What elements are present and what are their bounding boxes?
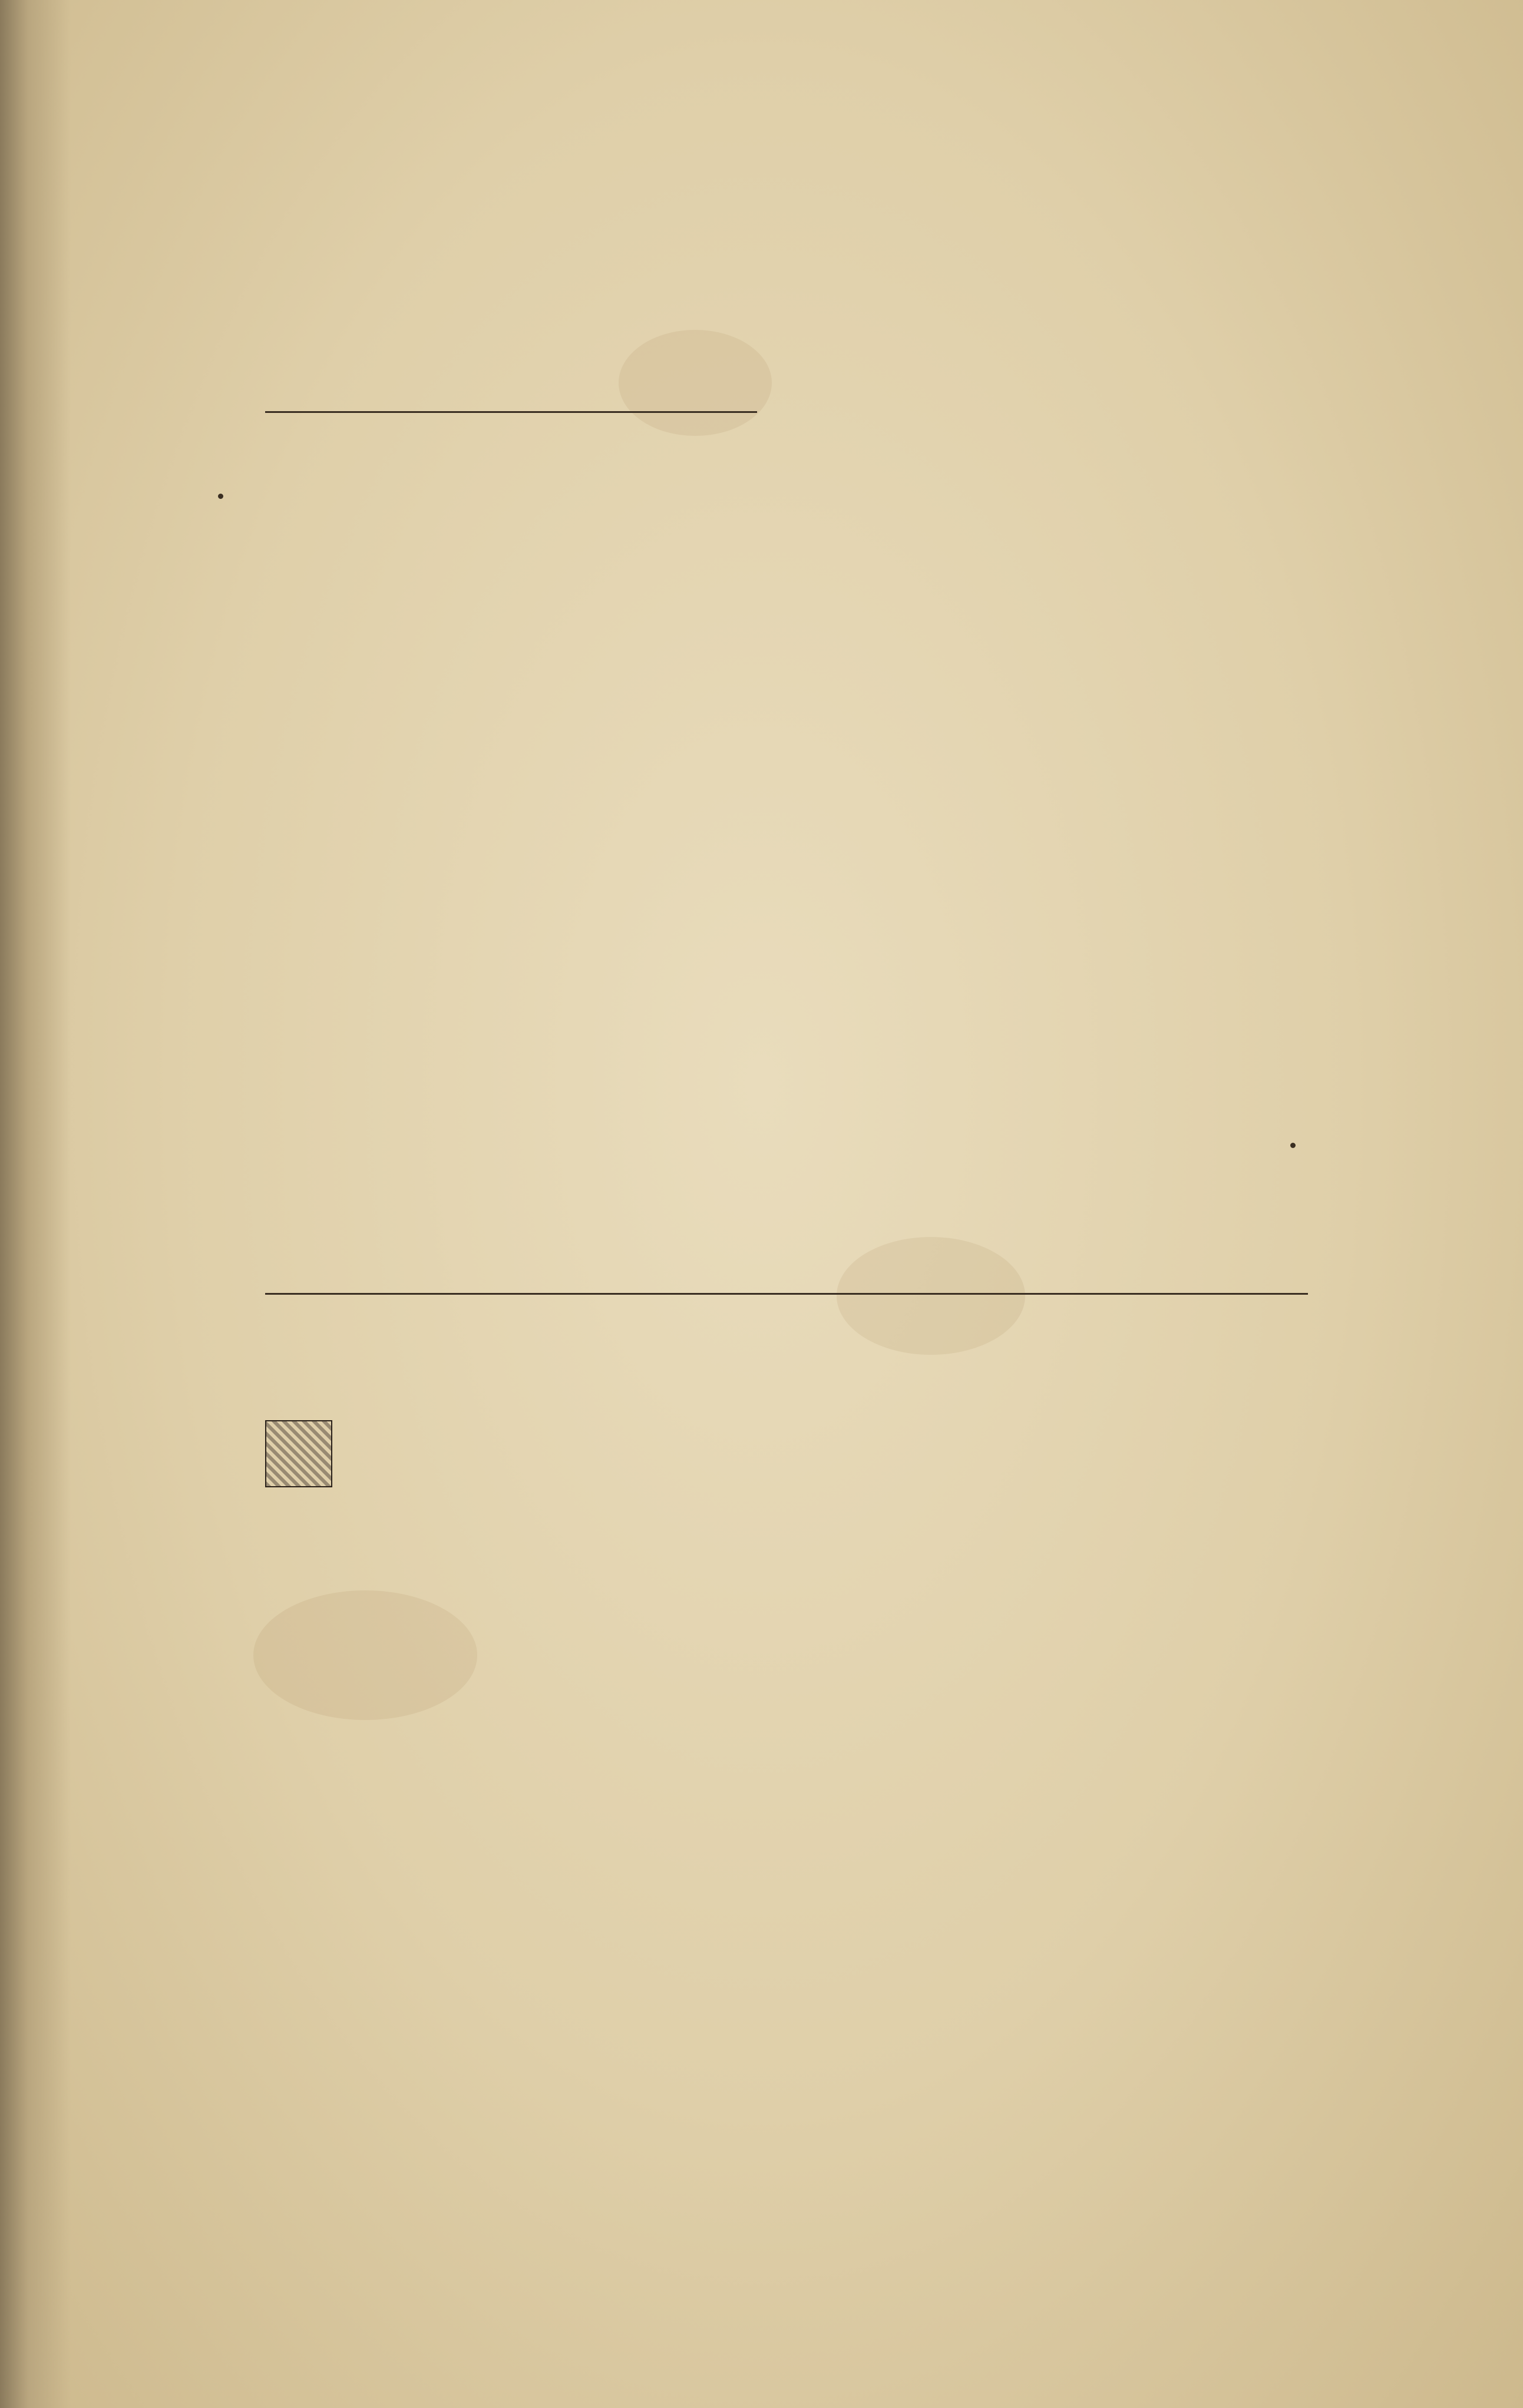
ink-mark — [218, 494, 223, 499]
section-rule — [265, 411, 757, 413]
article-one-entry — [265, 1491, 745, 1493]
running-header — [583, 118, 996, 171]
section-rule — [265, 1293, 1308, 1295]
paper-stain — [253, 1590, 477, 1720]
praefatio-entry — [265, 1417, 745, 1487]
ornamental-initial-letter — [266, 1421, 331, 1486]
chapter-one-entry — [268, 526, 748, 531]
ink-mark — [1290, 1143, 1296, 1148]
ornamental-initial — [265, 1420, 332, 1487]
page-gutter-shadow — [0, 0, 71, 2408]
paper-stain — [619, 330, 772, 436]
toc-column-lower-left — [265, 1417, 745, 1493]
paper-stain — [837, 1237, 1025, 1355]
